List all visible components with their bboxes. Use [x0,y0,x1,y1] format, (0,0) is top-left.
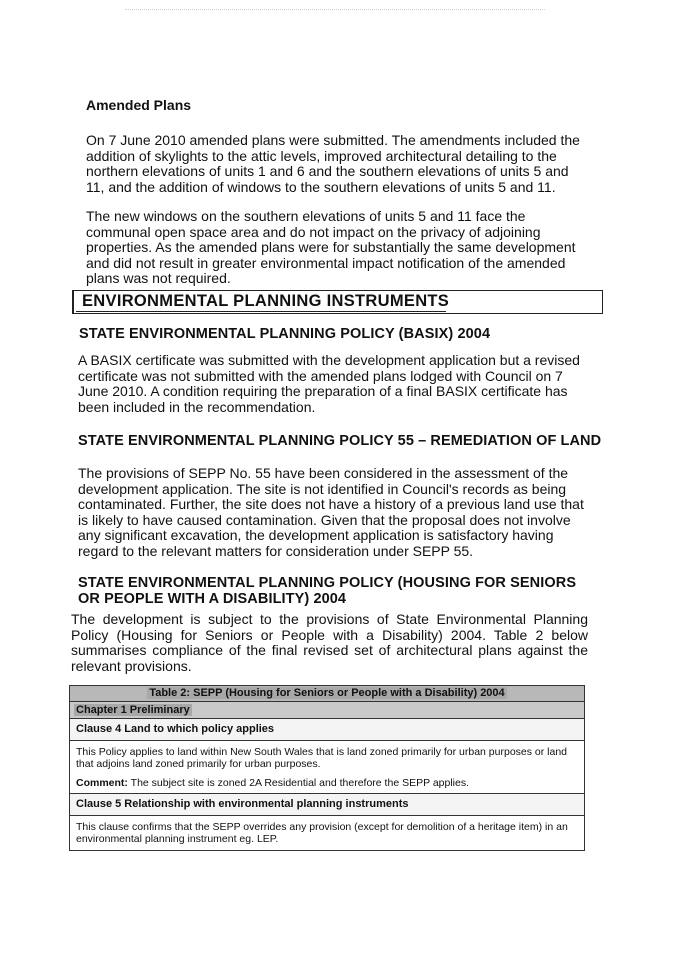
seniors-paragraph: The development is subject to the provisions of State Environmental Planning Policy (Housing for Seniors or People with a Disability) 2004. Table 2 below summarises compliance of the final revised set of architectural plans against the relevant provisions. [71,611,588,674]
clause5-heading-row [70,794,585,816]
sepp55-paragraph: The provisions of SEPP No. 55 have been considered in the assessment of the development application. The site is not identified in Council's records as being contaminated. Further, the site does not have a history of a previous land use that is likely to have caused contamination. Given that the proposal does not involve any significant excavation, the development application is satisfactory having regard to the relevant matters for consideration under SEPP 55. [78,465,584,559]
clause4-text: This Policy applies to land within New South Wales that is land zoned primarily for urban purposes or land that adjoins land zoned primarily for urban purposes. [76,745,568,770]
sepp55-heading: STATE ENVIRONMENTAL PLANNING POLICY 55 – REMEDIATION OF LAND [78,433,602,449]
amended-plans-paragraph-1: On 7 June 2010 amended plans were submitted. The amendments included the addition of skylights to the attic levels, improved architectural detailing to the northern elevations of units 1 and 6 and the southern elevations of units 5 and 11, and the addition of windows to the southern elevations of units 5 and 11. [86,132,580,195]
basix-paragraph: A BASIX certificate was submitted with the development application but a revised certificate was not submitted with the amended plans lodged with Council on 7 June 2010. A condition requiring the preparation of a final BASIX certificate has been included in the recommendation. [78,352,580,415]
amended-plans-paragraph-2: The new windows on the southern elevations of units 5 and 11 face the communal open space area and do not impact on the privacy of adjoining properties. As the amended plans were for substantially the same development and did not result in greater environmental impact notification of the amended plans was not required. [86,208,576,287]
seniors-heading: STATE ENVIRONMENTAL PLANNING POLICY (HOUSING FOR SENIORS OR PEOPLE WITH A DISABILITY) 2004 [78,575,577,607]
table-title-row [70,686,585,702]
section-heading-box [72,290,603,314]
clause4-heading: Clause 4 Land to which policy applies [70,719,585,741]
comment-label: Comment: [76,776,128,789]
scan-artifact-top [125,9,545,10]
amended-plans-heading: Amended Plans [86,97,192,113]
sepp-compliance-table [69,685,585,851]
clause4-heading-row [70,719,585,741]
table-chapter-row [70,701,585,719]
clause5-text-row [70,815,585,850]
table-title: Table 2: SEPP (Housing for Seniors or People with a Disability) 2004 [70,686,585,702]
section-heading: ENVIRONMENTAL PLANNING INSTRUMENTS [82,292,450,310]
clause5-heading: Clause 5 Relationship with environmental planning instruments [70,794,585,816]
clause5-text: This clause confirms that the SEPP overrides any provision (except for demolition of a heritage item) in an environmental planning instrument eg. LEP. [70,815,585,850]
table-chapter: Chapter 1 Preliminary [70,701,585,719]
clause4-text-row [70,740,585,794]
basix-heading: STATE ENVIRONMENTAL PLANNING POLICY (BASIX) 2004 [79,326,491,342]
clause4-comment [76,777,578,790]
clause4-comment-text: The subject site is zoned 2A Residential and therefore the SEPP applies. [130,776,470,789]
section-heading-underline [76,311,446,312]
